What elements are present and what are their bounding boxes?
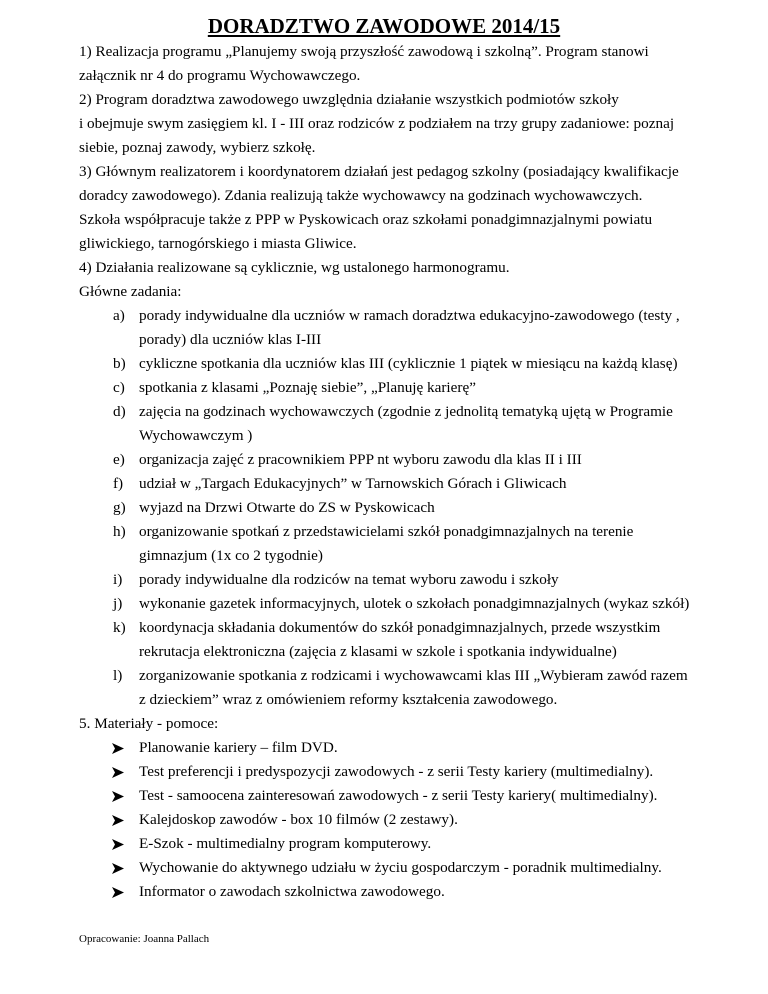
- material-text: E-Szok - multimedialny program komputerowy.: [139, 835, 432, 852]
- tasks-heading: Główne zadania:: [79, 283, 182, 300]
- material-text: Planowanie kariery – film DVD.: [139, 739, 338, 756]
- paragraph-1-line-2: załącznik nr 4 do programu Wychowawczego.: [79, 67, 361, 84]
- list-item-line: cykliczne spotkania dla uczniów klas III (cyklicznie 1 piątek w miesiącu na każdą klasę): [139, 355, 678, 372]
- list-item-line: porady indywidualne dla uczniów w ramach doradztwa edukacyjno-zawodowego (testy ,: [139, 307, 680, 324]
- list-marker: k): [113, 619, 126, 636]
- list-marker: b): [113, 355, 126, 372]
- material-text: Kalejdoskop zawodów - box 10 filmów (2 zestawy).: [139, 811, 458, 828]
- paragraph-1-line-1: 1) Realizacja programu „Planujemy swoją przyszłość zawodową i szkolną”. Program stanowi: [79, 43, 649, 60]
- paragraph-2-line-2: i obejmuje swym zasięgiem kl. I - III oraz rodziców z podziałem na trzy grupy zadaniowe: poznaj: [79, 115, 675, 132]
- list-item-line: rekrutacja elektroniczna (zajęcia z klasami w szkole i spotkania indywidualne): [139, 643, 617, 660]
- paragraph-3-line-3: Szkoła współpracuje także z PPP w Pyskowicach oraz szkołami ponadgimnazjalnymi powiatu: [79, 211, 653, 228]
- arrow-bullet-icon: [112, 887, 124, 898]
- list-item: [79, 568, 719, 592]
- list-marker: l): [113, 667, 123, 684]
- list-item-line: porady indywidualne dla rodziców na temat wyboru zawodu i szkoły: [139, 571, 559, 588]
- list-item: [79, 880, 719, 904]
- list-item-line: udział w „Targach Edukacyjnych” w Tarnowskich Górach i Gliwicach: [139, 475, 567, 492]
- tasks-list: [79, 304, 719, 712]
- list-marker: d): [113, 403, 126, 420]
- list-item: [79, 472, 719, 496]
- paragraph-4: 4) Działania realizowane są cyklicznie, wg ustalonego harmonogramu.: [79, 259, 510, 276]
- list-item-line: zajęcia na godzinach wychowawczych (zgodnie z jednolitą tematyką ujętą w Programie: [139, 403, 673, 420]
- arrow-bullet-icon: [112, 815, 124, 826]
- list-item: [79, 304, 719, 352]
- list-item-line: spotkania z klasami „Poznaję siebie”, „Planuję karierę”: [139, 379, 476, 396]
- arrow-bullet-icon: [112, 791, 124, 802]
- list-item-line: Wychowawczym ): [139, 427, 253, 444]
- arrow-bullet-icon: [112, 863, 124, 874]
- list-item: [79, 376, 719, 400]
- document-body: [79, 40, 719, 904]
- list-item: [79, 352, 719, 376]
- list-item: [79, 856, 719, 880]
- list-item: [79, 448, 719, 472]
- list-item: [79, 760, 719, 784]
- material-text: Test preferencji i predyspozycji zawodowych - z serii Testy kariery (multimedialny).: [139, 763, 654, 780]
- list-item: [79, 592, 719, 616]
- materials-list: [79, 736, 719, 904]
- arrow-bullet-icon: [112, 767, 124, 778]
- list-item: [79, 784, 719, 808]
- arrow-bullet-icon: [112, 743, 124, 754]
- list-item-line: z dzieckiem” wraz z omówieniem reformy kształcenia zawodowego.: [139, 691, 558, 708]
- list-item: [79, 400, 719, 448]
- list-marker: j): [113, 595, 123, 612]
- list-marker: f): [113, 475, 124, 492]
- material-text: Informator o zawodach szkolnictwa zawodowego.: [139, 883, 445, 900]
- list-item-line: koordynacja składania dokumentów do szkół ponadgimnazjalnych, przede wszystkim: [139, 619, 661, 636]
- list-item-line: organizacja zajęć z pracownikiem PPP nt wyboru zawodu dla klas II i III: [139, 451, 582, 468]
- list-item-line: porady) dla uczniów klas I-III: [139, 331, 322, 348]
- list-item-line: organizowanie spotkań z przedstawicielami szkół ponadgimnazjalnych na terenie: [139, 523, 634, 540]
- list-marker: e): [113, 451, 125, 468]
- list-item: [79, 520, 719, 568]
- list-item: [79, 496, 719, 520]
- footer-author: Opracowanie: Joanna Pallach: [79, 933, 210, 945]
- paragraph-3-line-1: 3) Głównym realizatorem i koordynatorem działań jest pedagog szkolny (posiadający kwalifikacje: [79, 163, 679, 180]
- list-item-line: wyjazd na Drzwi Otwarte do ZS w Pyskowicach: [139, 499, 435, 516]
- list-item: [79, 832, 719, 856]
- list-marker: i): [113, 571, 123, 588]
- list-item-line: zorganizowanie spotkania z rodzicami i wychowawcami klas III „Wybieram zawód razem: [139, 667, 688, 684]
- paragraph-2-line-1: 2) Program doradztwa zawodowego uwzględnia działanie wszystkich podmiotów szkoły: [79, 91, 619, 108]
- list-item: [79, 616, 719, 664]
- list-marker: c): [113, 379, 125, 396]
- list-marker: g): [113, 499, 126, 516]
- paragraph-3-line-2: doradcy zawodowego). Zdania realizują także wychowawcy na godzinach wychowawczych.: [79, 187, 643, 204]
- arrow-bullet-icon: [112, 839, 124, 850]
- material-text: Test - samoocena zainteresowań zawodowych - z serii Testy kariery( multimedialny).: [139, 787, 658, 804]
- materials-heading: 5. Materiały - pomoce:: [79, 715, 219, 732]
- list-item: [79, 736, 719, 760]
- material-text: Wychowanie do aktywnego udziału w życiu gospodarczym - poradnik multimedialny.: [139, 859, 662, 876]
- list-marker: h): [113, 523, 126, 540]
- list-item-line: gimnazjum (1x co 2 tygodnie): [139, 547, 323, 564]
- paragraph-2-line-3: siebie, poznaj zawody, wybierz szkołę.: [79, 139, 316, 156]
- paragraph-3-line-4: gliwickiego, tarnogórskiego i miasta Gliwice.: [79, 235, 357, 252]
- list-item-line: wykonanie gazetek informacyjnych, ulotek o szkołach ponadgimnazjalnych (wykaz szkół): [139, 595, 690, 612]
- list-item: [79, 808, 719, 832]
- list-item: [79, 664, 719, 712]
- list-marker: a): [113, 307, 125, 324]
- page-title: DORADZTWO ZAWODOWE 2014/15: [207, 14, 561, 38]
